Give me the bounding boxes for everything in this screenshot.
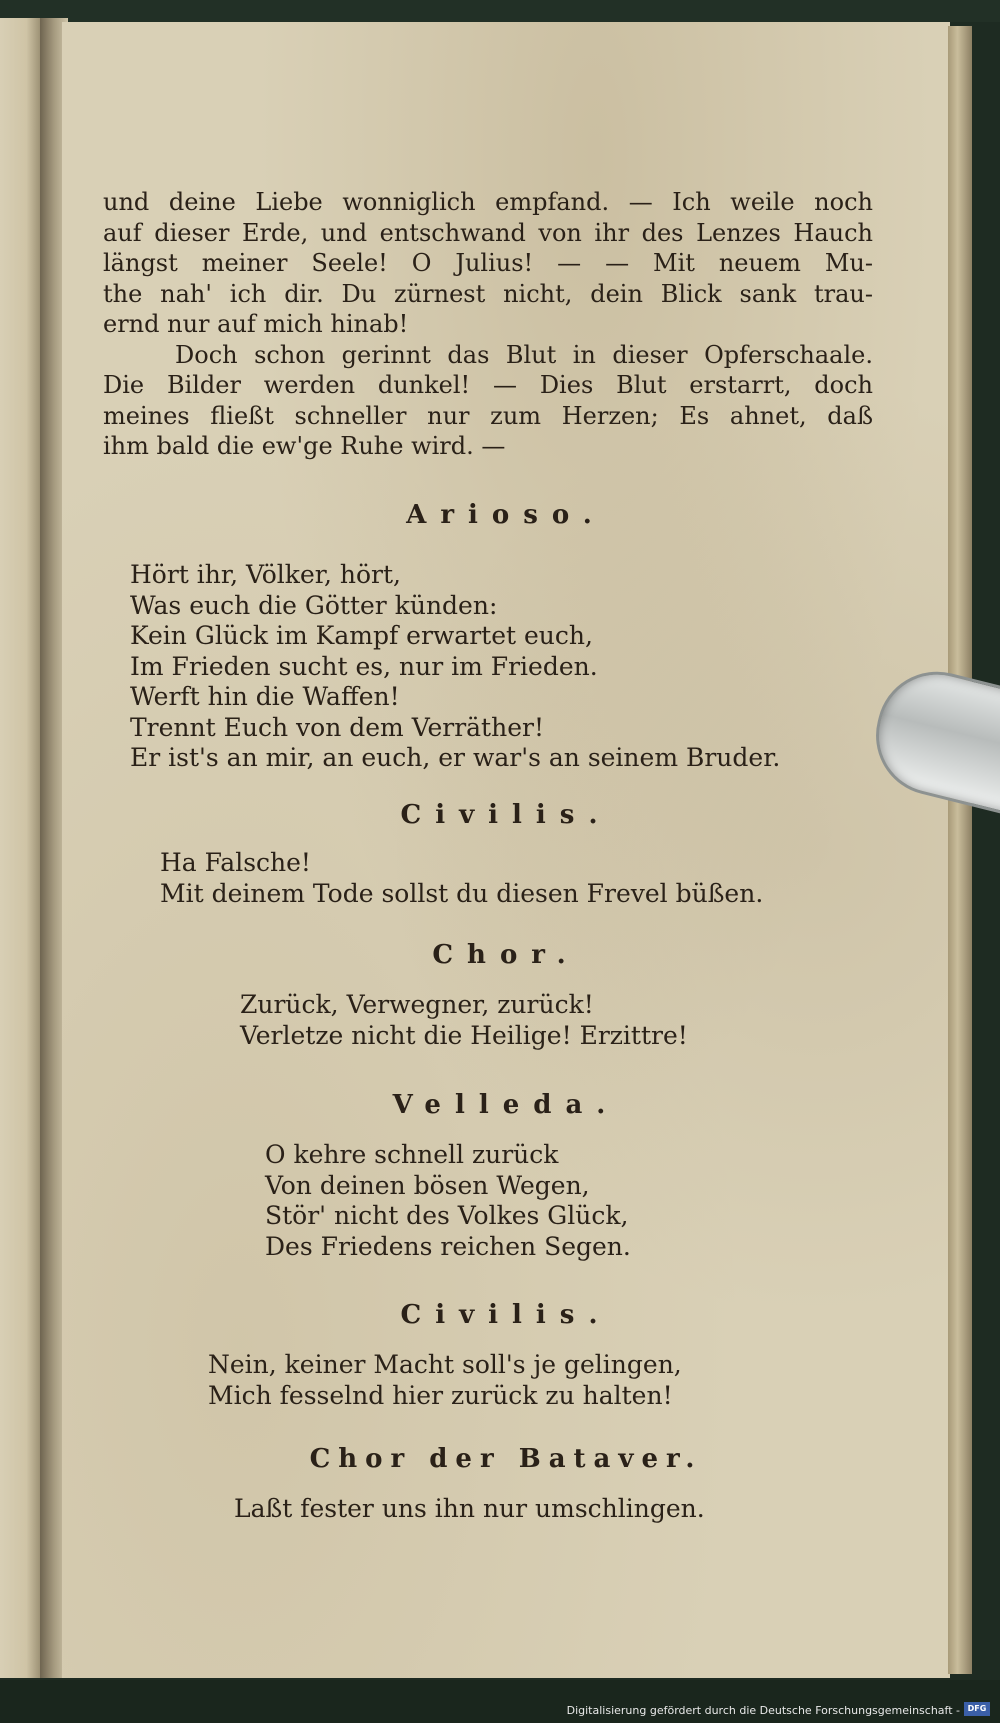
verse-line: Des Friedens reichen Segen. (265, 1231, 631, 1261)
prose-line: auf dieser Erde, und entschwand von ihr des Lenzes Hauch (103, 218, 873, 247)
section-heading-velleda: Velleda. (392, 1090, 620, 1120)
verse-line: Mit deinem Tode sollst du diesen Frevel büßen. (160, 878, 764, 908)
prose-line: Die Bilder werden dunkel! — Dies Blut erstarrt, doch (103, 371, 873, 399)
section-heading-civilis-2: Civilis. (400, 1300, 612, 1330)
verse-line: Verletze nicht die Heilige! Erzittre! (240, 1020, 688, 1050)
verse-line: O kehre schnell zurück (265, 1140, 559, 1169)
section-heading-chor-der-bataver: Chor der Bataver. (309, 1444, 703, 1474)
verse-line: Er ist's an mir, an euch, er war's an seinem Bruder. (130, 743, 781, 772)
verse-line: Kein Glück im Kampf erwartet euch, (130, 621, 593, 650)
verse-chor-der-bataver (234, 1494, 705, 1525)
page-stack-edge (948, 26, 972, 1674)
prose-line: und deine Liebe wonniglich empfand. — Ich weile noch (103, 188, 873, 216)
dfg-logo: DFG (964, 1702, 990, 1716)
section-heading-civilis: Civilis. (400, 800, 612, 830)
section-heading-chor: Chor. (432, 940, 580, 970)
verse-line: Trennt Euch von dem Verräther! (130, 712, 544, 742)
prose-line: the nah' ich dir. Du zürnest nicht, dein Blick sank trau- (103, 279, 873, 308)
verse-line: Hört ihr, Völker, hört, (130, 560, 401, 589)
verse-line: Nein, keiner Macht soll's je gelingen, (208, 1350, 682, 1379)
verse-velleda (265, 1140, 631, 1262)
verse-line: Mich fesselnd hier zurück zu halten! (208, 1380, 673, 1410)
verse-line: Im Frieden sucht es, nur im Frieden. (130, 651, 598, 681)
verse-line: Stör' nicht des Volkes Glück, (265, 1201, 629, 1230)
verse-civilis-2 (208, 1350, 682, 1411)
verse-line: Werft hin die Waffen! (130, 682, 400, 711)
verse-civilis (160, 848, 763, 909)
verse-arioso (130, 560, 780, 774)
prose-block (103, 187, 873, 462)
section-heading-arioso: Arioso. (406, 500, 606, 530)
prose-line: längst meiner Seele! O Julius! — — Mit neuem Mu- (103, 249, 873, 277)
verse-line: Ha Falsche! (160, 848, 311, 877)
verse-line: Von deinen bösen Wegen, (265, 1170, 590, 1200)
verse-line: Was euch die Götter künden: (130, 590, 498, 620)
facing-page-edge (0, 18, 44, 1678)
prose-line: ernd nur auf mich hinab! (103, 310, 409, 338)
verse-line: Zurück, Verwegner, zurück! (240, 990, 594, 1019)
prose-line: ihm bald die ew'ge Ruhe wird. — (103, 432, 506, 460)
prose-line: Doch schon gerinnt das Blut in dieser Opferschaale. (175, 340, 873, 369)
verse-line: Laßt fester uns ihn nur umschlingen. (234, 1494, 705, 1523)
prose-line: meines fließt schneller nur zum Herzen; Es ahnet, daß (103, 401, 873, 430)
verse-chor (240, 990, 688, 1051)
scan-border (0, 0, 1000, 22)
funding-credit: Digitalisierung gefördert durch die Deutsche Forschungsgemeinschaft - (566, 1704, 960, 1717)
